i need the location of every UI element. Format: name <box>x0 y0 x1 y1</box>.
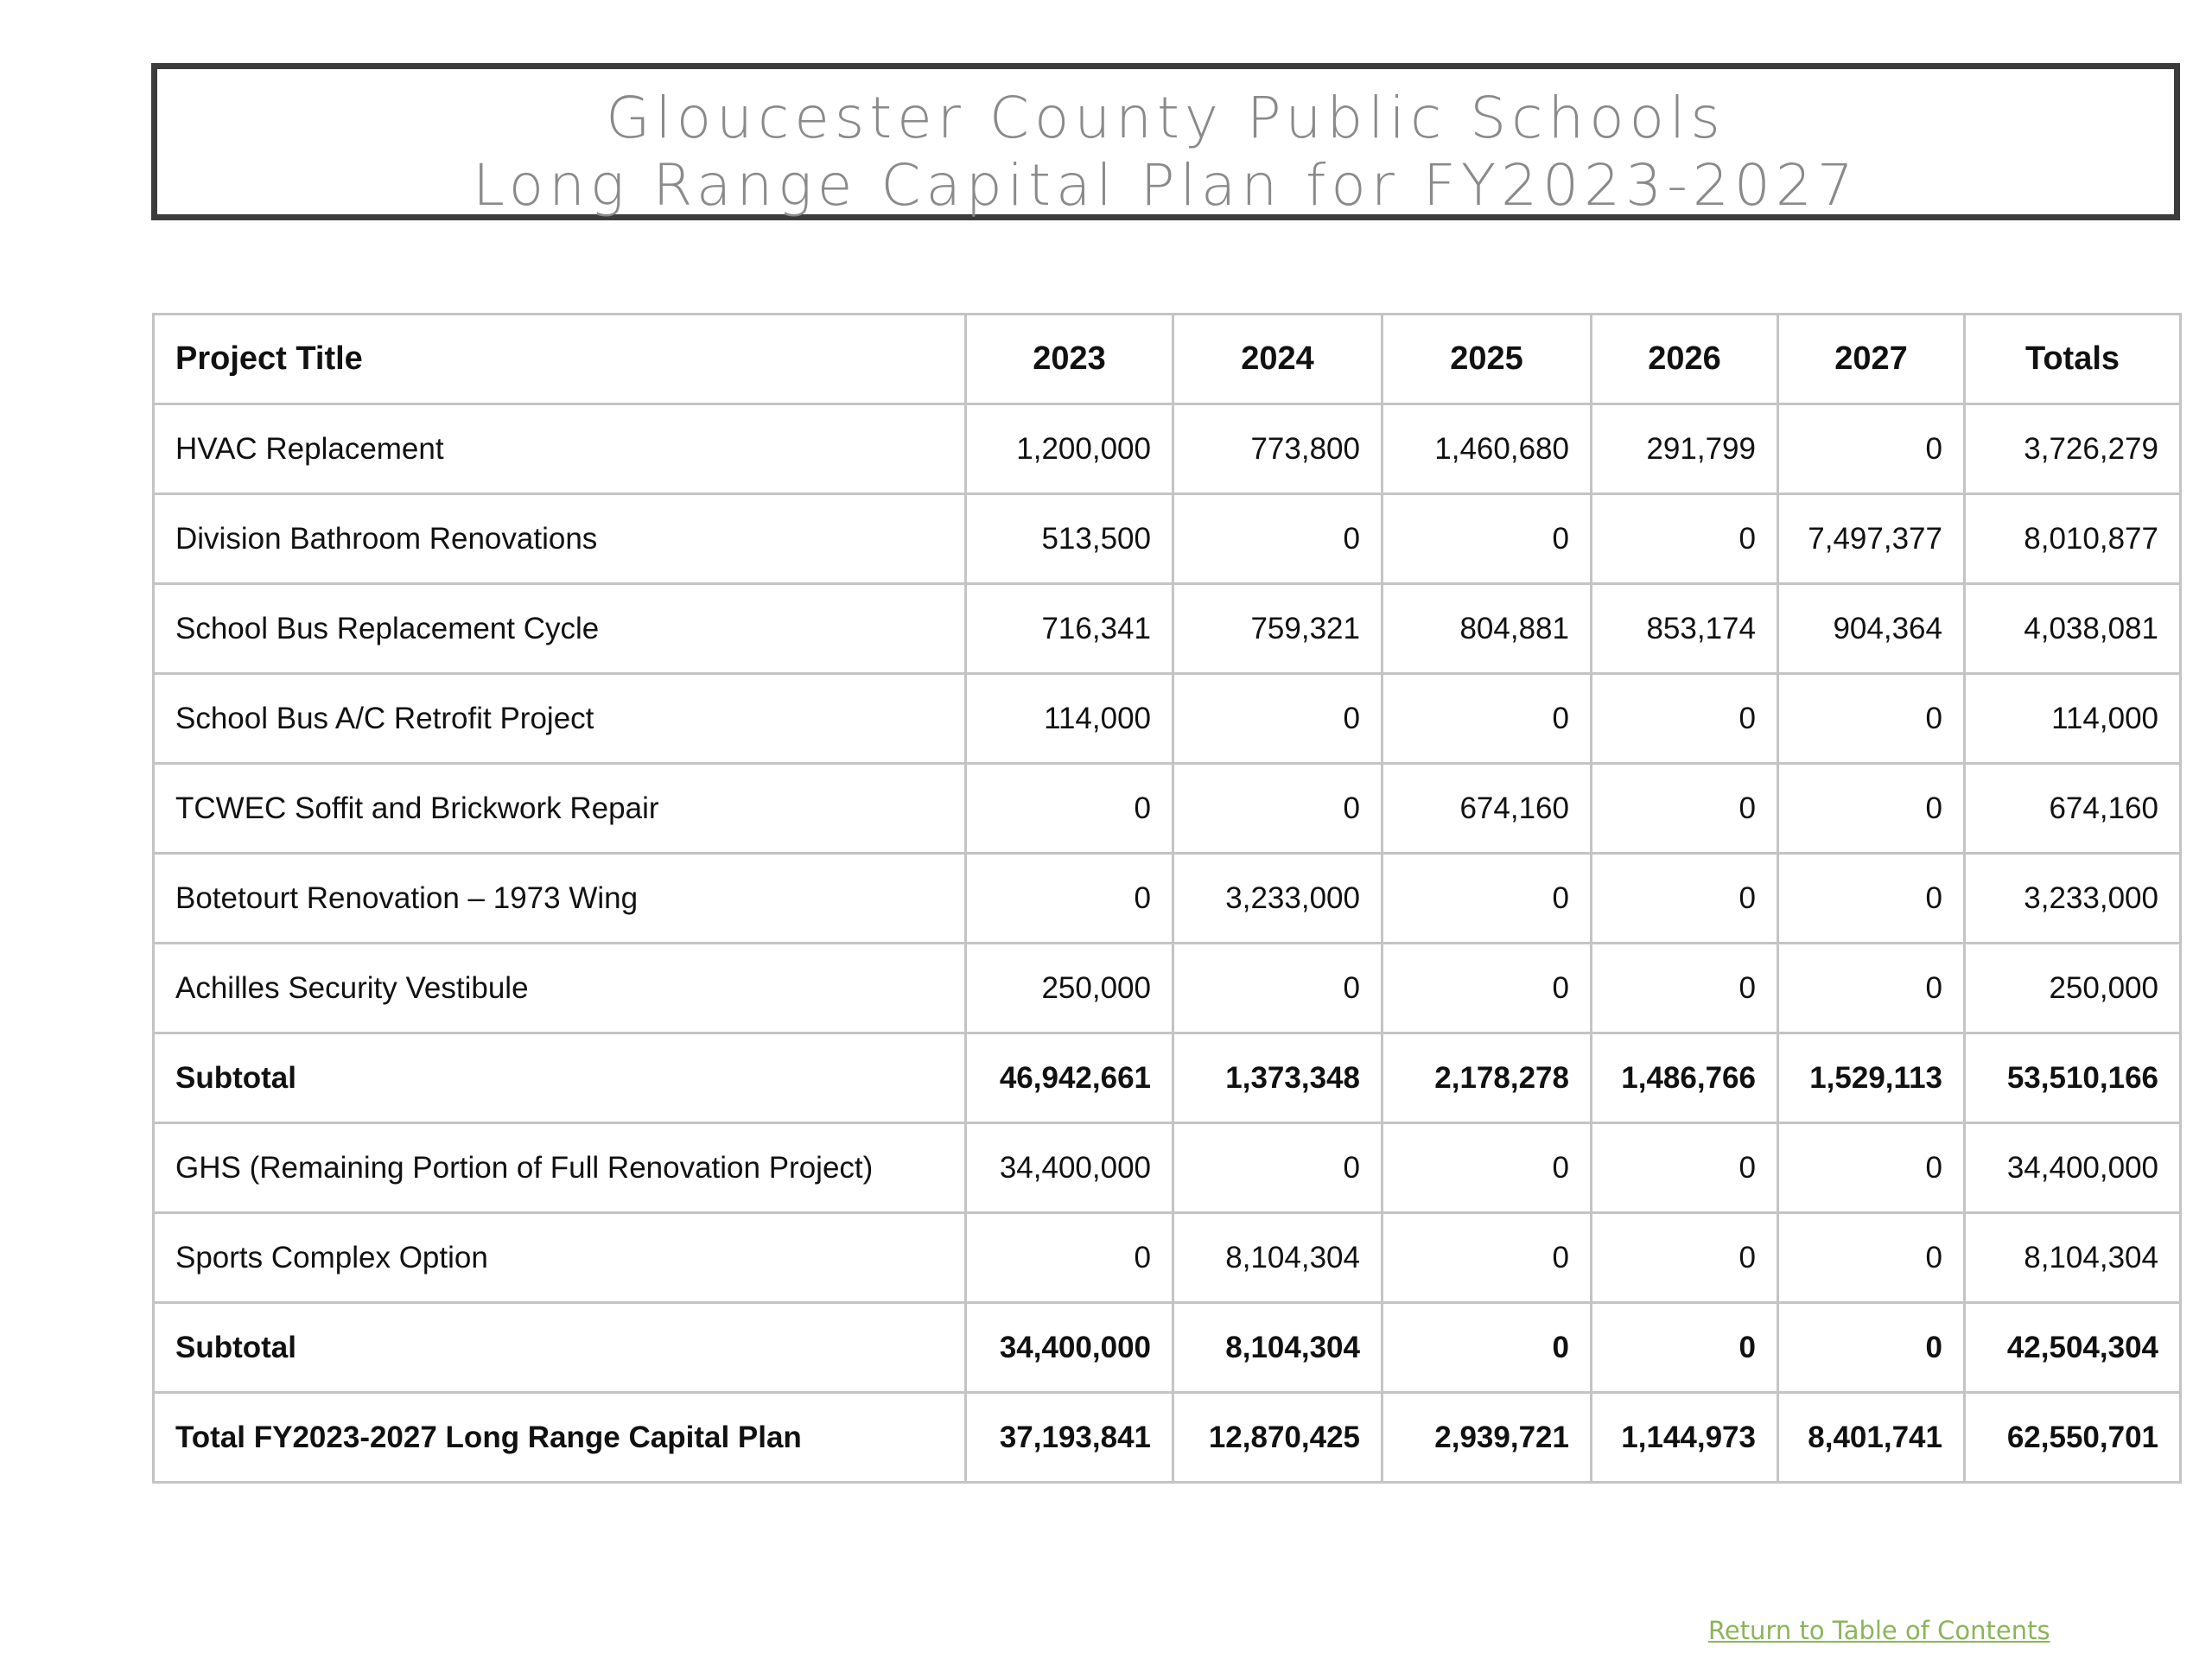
cell-2026: 0 <box>1592 1213 1778 1303</box>
page-title-line-1: Gloucester County Public Schools <box>606 85 1726 151</box>
cell-2023: 34,400,000 <box>966 1123 1173 1213</box>
cell-2024: 1,373,348 <box>1173 1033 1382 1123</box>
column-header-totals: Totals <box>1965 315 2181 404</box>
column-header-project-title: Project Title <box>154 315 966 404</box>
cell-2024: 0 <box>1173 674 1382 764</box>
cell-2024: 0 <box>1173 494 1382 584</box>
cell-2026: 0 <box>1592 854 1778 944</box>
cell-project-title: Sports Complex Option <box>154 1213 966 1303</box>
cell-2025: 0 <box>1382 674 1592 764</box>
cell-2026: 0 <box>1592 494 1778 584</box>
cell-totals: 62,550,701 <box>1965 1393 2181 1483</box>
cell-2027: 0 <box>1778 854 1965 944</box>
table-header-row <box>154 315 2181 404</box>
column-header-2025: 2025 <box>1382 315 1592 404</box>
cell-2026: 0 <box>1592 764 1778 854</box>
cell-2024: 8,104,304 <box>1173 1213 1382 1303</box>
cell-2027: 0 <box>1778 764 1965 854</box>
cell-project-title: Division Bathroom Renovations <box>154 494 966 584</box>
cell-project-title: School Bus A/C Retrofit Project <box>154 674 966 764</box>
cell-2024: 8,104,304 <box>1173 1303 1382 1393</box>
cell-2027: 8,401,741 <box>1778 1393 1965 1483</box>
cell-2027: 1,529,113 <box>1778 1033 1965 1123</box>
cell-2026: 1,486,766 <box>1592 1033 1778 1123</box>
cell-2025: 0 <box>1382 494 1592 584</box>
cell-2027: 0 <box>1778 404 1965 494</box>
cell-2026: 0 <box>1592 944 1778 1033</box>
cell-2026: 291,799 <box>1592 404 1778 494</box>
cell-2024: 773,800 <box>1173 404 1382 494</box>
column-header-2023: 2023 <box>966 315 1173 404</box>
cell-project-title: Achilles Security Vestibule <box>154 944 966 1033</box>
cell-project-title: Total FY2023-2027 Long Range Capital Plan <box>154 1393 966 1483</box>
cell-2023: 37,193,841 <box>966 1393 1173 1483</box>
column-header-2026: 2026 <box>1592 315 1778 404</box>
page-title-line-2: Long Range Capital Plan for FY2023-2027 <box>473 152 1859 219</box>
cell-2027: 0 <box>1778 1213 1965 1303</box>
cell-2023: 46,942,661 <box>966 1033 1173 1123</box>
cell-totals: 8,010,877 <box>1965 494 2181 584</box>
return-to-toc-link[interactable]: Return to Table of Contents <box>1708 1616 2050 1645</box>
table-row <box>154 944 2181 1033</box>
cell-2027: 7,497,377 <box>1778 494 1965 584</box>
cell-2025: 0 <box>1382 1123 1592 1213</box>
cell-totals: 674,160 <box>1965 764 2181 854</box>
cell-2027: 0 <box>1778 1123 1965 1213</box>
cell-2025: 0 <box>1382 944 1592 1033</box>
cell-totals: 42,504,304 <box>1965 1303 2181 1393</box>
cell-totals: 4,038,081 <box>1965 584 2181 674</box>
cell-2026: 853,174 <box>1592 584 1778 674</box>
table-row <box>154 1213 2181 1303</box>
cell-2024: 0 <box>1173 764 1382 854</box>
cell-totals: 34,400,000 <box>1965 1123 2181 1213</box>
cell-2023: 34,400,000 <box>966 1303 1173 1393</box>
cell-2023: 0 <box>966 854 1173 944</box>
subtotal-row <box>154 1033 2181 1123</box>
cell-2026: 0 <box>1592 1123 1778 1213</box>
cell-project-title: Subtotal <box>154 1303 966 1393</box>
cell-2023: 0 <box>966 1213 1173 1303</box>
cell-2023: 513,500 <box>966 494 1173 584</box>
cell-project-title: HVAC Replacement <box>154 404 966 494</box>
cell-2027: 0 <box>1778 944 1965 1033</box>
table-row <box>154 494 2181 584</box>
cell-2027: 0 <box>1778 674 1965 764</box>
cell-2026: 1,144,973 <box>1592 1393 1778 1483</box>
table-row <box>154 404 2181 494</box>
cell-project-title: Subtotal <box>154 1033 966 1123</box>
cell-totals: 250,000 <box>1965 944 2181 1033</box>
cell-2025: 1,460,680 <box>1382 404 1592 494</box>
cell-2024: 0 <box>1173 1123 1382 1213</box>
cell-2024: 0 <box>1173 944 1382 1033</box>
cell-2025: 804,881 <box>1382 584 1592 674</box>
cell-2023: 114,000 <box>966 674 1173 764</box>
subtotal-row <box>154 1303 2181 1393</box>
column-header-2024: 2024 <box>1173 315 1382 404</box>
page-title-box <box>151 63 2180 220</box>
cell-2023: 716,341 <box>966 584 1173 674</box>
cell-totals: 8,104,304 <box>1965 1213 2181 1303</box>
cell-2026: 0 <box>1592 1303 1778 1393</box>
cell-2027: 0 <box>1778 1303 1965 1393</box>
cell-2023: 0 <box>966 764 1173 854</box>
cell-totals: 53,510,166 <box>1965 1033 2181 1123</box>
cell-2023: 1,200,000 <box>966 404 1173 494</box>
table-row <box>154 674 2181 764</box>
cell-project-title: GHS (Remaining Portion of Full Renovation Project) <box>154 1123 966 1213</box>
table-row <box>154 584 2181 674</box>
table-row <box>154 764 2181 854</box>
cell-2025: 0 <box>1382 854 1592 944</box>
cell-2025: 2,939,721 <box>1382 1393 1592 1483</box>
cell-2024: 759,321 <box>1173 584 1382 674</box>
cell-project-title: TCWEC Soffit and Brickwork Repair <box>154 764 966 854</box>
cell-2023: 250,000 <box>966 944 1173 1033</box>
cell-totals: 3,726,279 <box>1965 404 2181 494</box>
table-row <box>154 1123 2181 1213</box>
cell-totals: 114,000 <box>1965 674 2181 764</box>
capital-plan-table <box>152 313 2182 1484</box>
cell-totals: 3,233,000 <box>1965 854 2181 944</box>
cell-2027: 904,364 <box>1778 584 1965 674</box>
cell-2025: 0 <box>1382 1303 1592 1393</box>
cell-2025: 0 <box>1382 1213 1592 1303</box>
column-header-2027: 2027 <box>1778 315 1965 404</box>
table-row <box>154 854 2181 944</box>
cell-project-title: Botetourt Renovation – 1973 Wing <box>154 854 966 944</box>
cell-2025: 2,178,278 <box>1382 1033 1592 1123</box>
cell-2024: 12,870,425 <box>1173 1393 1382 1483</box>
table-body <box>154 404 2181 1483</box>
cell-2025: 674,160 <box>1382 764 1592 854</box>
cell-2026: 0 <box>1592 674 1778 764</box>
cell-project-title: School Bus Replacement Cycle <box>154 584 966 674</box>
grand-total-row <box>154 1393 2181 1483</box>
cell-2024: 3,233,000 <box>1173 854 1382 944</box>
